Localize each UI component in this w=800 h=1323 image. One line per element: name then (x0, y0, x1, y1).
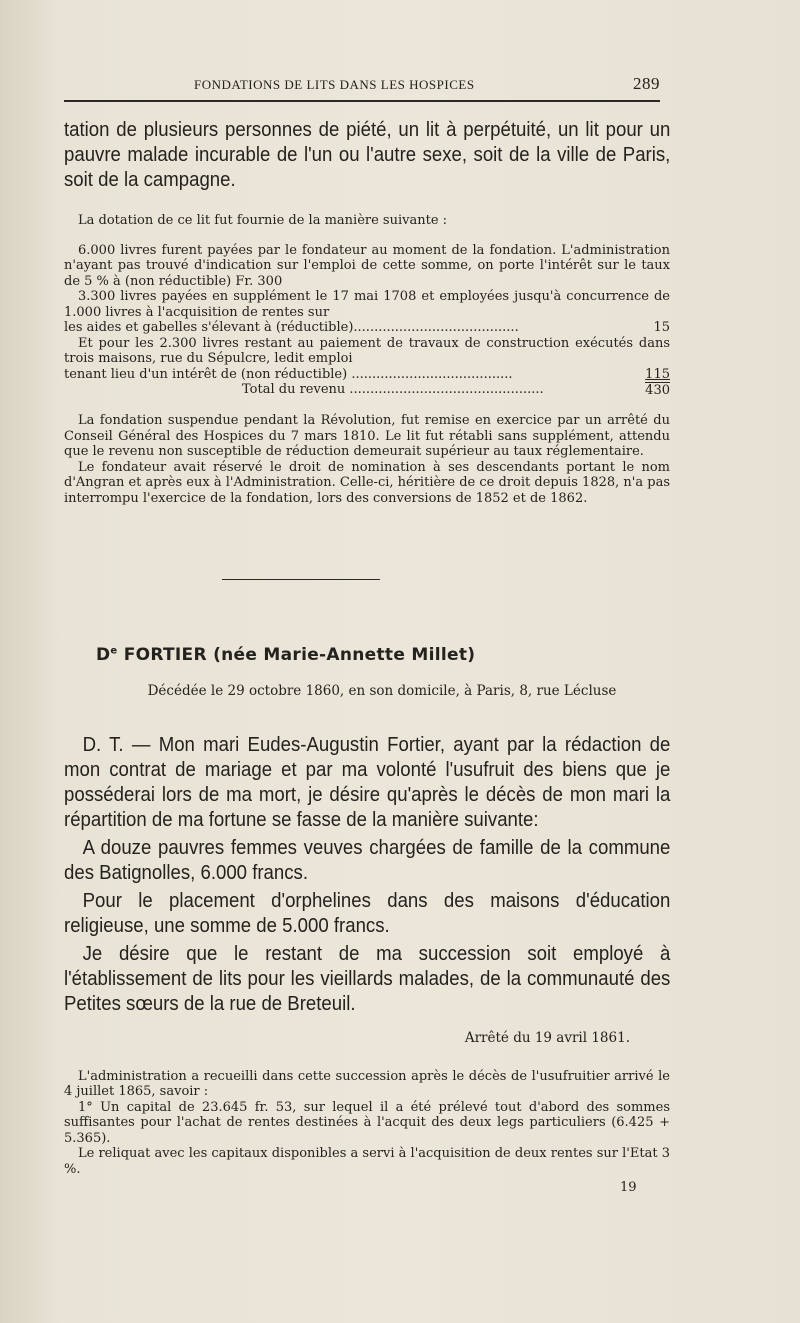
heading-sup: e (110, 645, 118, 657)
row-3300-text: 3.300 livres payées en supplément le 17 mai 1708 et employées jusqu'à concurrence de 1.000 livres à l'acquisition de rentes sur (64, 289, 670, 320)
heading-prefix: D (96, 645, 111, 665)
paragraph-testament: D. T. — Mon mari Eudes-Augustin Fortier, ayant par la rédaction de mon contrat de mariage et par ma volonté l'usufruit des biens que je posséderai lors de ma mort, je désire qu'après le décès de mon mari la répartition de ma fortune se fasse de la manière suivante: (64, 734, 671, 831)
total-amount: 430 (645, 383, 670, 398)
row-3300-leader: les aides et gabelles s'élevant à (réductible)........................................ (64, 320, 519, 335)
signature-number: 19 (620, 1180, 637, 1195)
section-fortier (64, 733, 670, 1177)
header-rule (64, 100, 660, 102)
paragraph-6000-livres: 6.000 livres furent payées par le fondateur au moment de la fondation. L'administration n'ayant pas trouvé d'indication sur l'emploi de cette somme, on porte l'intérêt sur le taux de 5 % à (non réductible) Fr. 300 (64, 242, 670, 289)
row-2300-text: Et pour les 2.300 livres restant au paiement de travaux de construction exécutés dans trois maisons, rue du Sépulcre, ledit emploi (64, 335, 670, 366)
total-label: Total du revenu ............................................... (242, 382, 544, 397)
page-number: 289 (633, 74, 660, 93)
paragraph-nomination: Le fondateur avait réservé le droit de nomination à ses descendants portant le nom d'Angran et après eux à l'Administration. Celle-ci, héritière de ce droit depuis 1828, n'a pas interrompu l'exercice de la fondation, lors des conversions de 1852 et de 1862. (64, 459, 670, 506)
paragraph-orphelines: Pour le placement d'orphelines dans des maisons d'éducation religieuse, une somme de 5.000 francs. (64, 890, 671, 937)
section-heading (96, 645, 475, 665)
arrete-date: Arrêté du 19 avril 1861. (464, 1030, 630, 1046)
header-title: FONDATIONS DE LITS DANS LES HOSPICES (194, 77, 475, 92)
deceased-line: Décédée le 29 octobre 1860, en son domicile, à Paris, 8, rue Lécluse (147, 683, 617, 699)
paragraph-revolution: La fondation suspendue pendant la Révolution, fut remise en exercice par un arrêté du Conseil Général des Hospices du 7 mars 1810. Le lit fut rétabli sans supplément, attendu que le revenu non susceptible de réduction demeurait supérieur au taux réglementaire. (64, 413, 670, 459)
paragraph-capital: 1° Un capital de 23.645 fr. 53, sur lequel il a été prélevé tout d'abord des sommes suffisantes pour l'achat de rentes destinées à l'acquit des deux legs particuliers (6.425 + 5.365). (64, 1099, 670, 1146)
paragraph-intro: tation de plusieurs personnes de piété, un lit à perpétuité, un lit pour un pauvre malade incurable de l'un ou l'autre sexe, soit de la ville de Paris, soit de la campagne. (64, 119, 671, 191)
paragraph-vieillards: Je désire que le restant de ma succession soit employé à l'établissement de lits pour les vieillards malades, de la communauté des Petites sœurs de la rue de Breteuil. (64, 943, 671, 1015)
paragraph-batignolles: A douze pauvres femmes veuves chargées de famille de la commune des Batignolles, 6.000 francs. (64, 837, 671, 884)
heading-name: FORTIER (née Marie-Annette Millet) (123, 645, 476, 665)
paragraph-succession: L'administration a recueilli dans cette succession après le décès de l'usufruitier arrivé le 4 juillet 1865, savoir : (64, 1068, 670, 1099)
row-3300 (64, 320, 670, 336)
row-2300-leader: tenant lieu d'un intérêt de (non réductible) ....................................... (64, 366, 513, 382)
row-2300 (64, 367, 670, 383)
row-2300-amount: 115 (645, 366, 670, 382)
total-row (64, 382, 670, 399)
section-separator (222, 579, 380, 580)
paragraph-reliquat: Le reliquat avec les capitaux disponibles a servi à l'acquisition de deux rentes sur l'Etat 3 %. (64, 1146, 670, 1177)
section-angran (64, 118, 670, 506)
row-3300-amount: 15 (653, 320, 670, 335)
paragraph-dotation: La dotation de ce lit fut fournie de la manière suivante : (78, 213, 448, 228)
